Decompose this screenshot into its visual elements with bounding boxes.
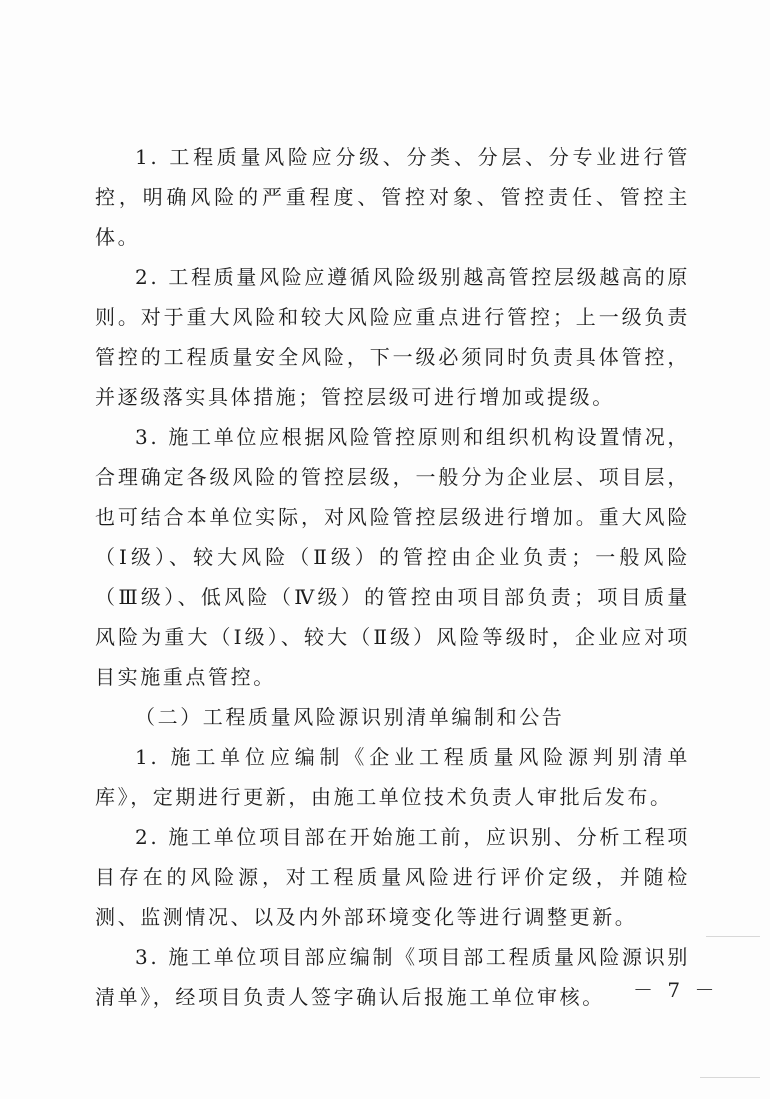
paragraph-control-hierarchy: 3. 施工单位应根据风险管控原则和组织机构设置情况，合理确定各级风险的管控层级，一般分为企业层、项目层，也可结合本单位实际，对风险管控层级进行增加。重大风险（Ⅰ级）、较大风险（Ⅱ级）的管控由企业负责；一般风险（Ⅲ级）、低风险（Ⅳ级）的管控由项目部负责；项目质量风险为重大（Ⅰ级）、较大（Ⅱ级）风险等级时，企业应对项目实施重点管控。 (95, 425, 690, 689)
page-number: － 7 － (633, 978, 719, 1002)
paragraph-project-list: 3. 施工单位项目部应编制《项目部工程质量风险源识别清单》，经项目负责人签字确认后报施工单位审核。 (95, 945, 690, 1009)
scan-artifact-line (700, 1077, 760, 1078)
paragraph-risk-level-principle: 2. 工程质量风险应遵循风险级别越高管控层级越高的原则。对于重大风险和较大风险应重点进行管控；上一级负责管控的工程质量安全风险，下一级必须同时负责具体管控，并逐级落实具体措施；管控层级可进行增加或提级。 (95, 265, 690, 409)
scan-artifact-line (706, 936, 760, 937)
paragraph-risk-classification: 1. 工程质量风险应分级、分类、分层、分专业进行管控，明确风险的严重程度、管控对象、管控责任、管控主体。 (95, 145, 690, 249)
paragraph-project-identification: 2. 施工单位项目部在开始施工前，应识别、分析工程项目存在的风险源，对工程质量风险进行评价定级，并随检测、监测情况、以及内外部环境变化等进行调整更新。 (95, 825, 690, 929)
section-heading: （二）工程质量风险源识别清单编制和公告 (135, 705, 565, 729)
document-body (95, 137, 690, 1017)
paragraph-enterprise-list: 1. 施工单位应编制《企业工程质量风险源判别清单库》，定期进行更新，由施工单位技术负责人审批后发布。 (95, 745, 690, 809)
